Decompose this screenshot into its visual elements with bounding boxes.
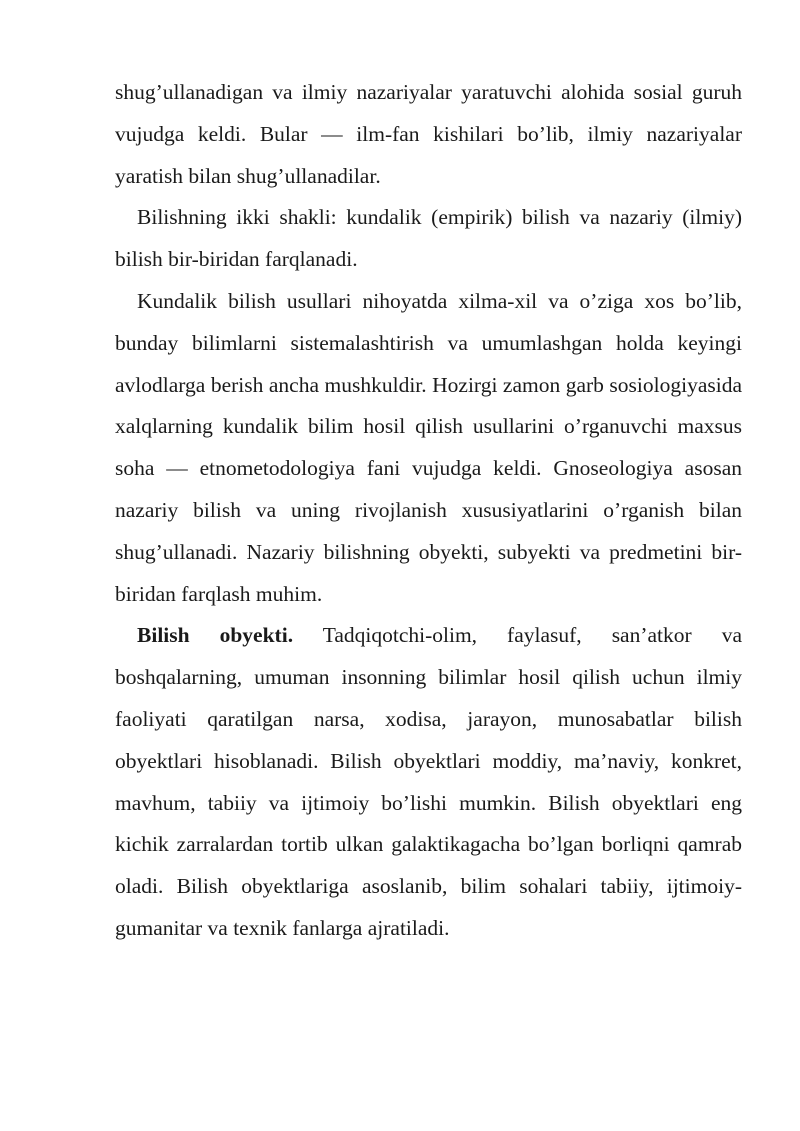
section-heading: Bilish obyekti. xyxy=(137,623,294,648)
paragraph-everyday-knowledge: Kundalik bilish usullari nihoyatda xilma-xil va o’ziga xos bo’lib, bunday bilimlarni sistemalashtirish va umumlashgan holda keyingi avlodlarga berish ancha mushkuldir. Hozirgi zamon garb sosiologiyasida xalqlarning kundalik bilim hosil qilish usullarini o’rganuvchi maxsus soha — etnometodologiya fani vujudga keldi. Gnoseologiya asosan nazariy bilish va uning rivojlanish xususiyatlarini o’rganish bilan shug’ullanadi. Nazariy bilishning obyekti, subyekti va predmetini bir-biridan farqlash muhim. xyxy=(115,288,742,606)
document-page xyxy=(115,72,742,950)
paragraph-knowledge-forms: Bilishning ikki shakli: kundalik (empirik) bilish va nazariy (ilmiy) bilish bir-biridan farqlanadi. xyxy=(115,205,742,272)
paragraph-body: Tadqiqotchi-olim, faylasuf, san’atkor va boshqalarning, umuman insonning bilimlar hosil qilish uchun ilmiy faoliyati qaratilgan narsa, xodisa, jarayon, munosabatlar bilish obyektlari hisoblanadi. Bilish obyektlari moddiy, ma’naviy, konkret, mavhum, tabiiy va ijtimoiy bo’lishi mumkin. Bilish obyektlari eng kichik zarralardan tortib ulkan galaktikagacha bo’lgan borliqni qamrab oladi. Bilish obyektlariga asoslanib, bilim sohalari tabiiy, ijtimoiy-gumanitar va texnik fanlarga ajratiladi. xyxy=(115,623,742,940)
paragraph-knowledge-object xyxy=(115,615,742,949)
paragraph-continuation: shug’ullanadigan va ilmiy nazariyalar yaratuvchi alohida sosial guruh vujudga keldi. Bular — ilm-fan kishilari bo’lib, ilmiy nazariyalar yaratish bilan shug’ullanadilar. xyxy=(115,80,742,188)
